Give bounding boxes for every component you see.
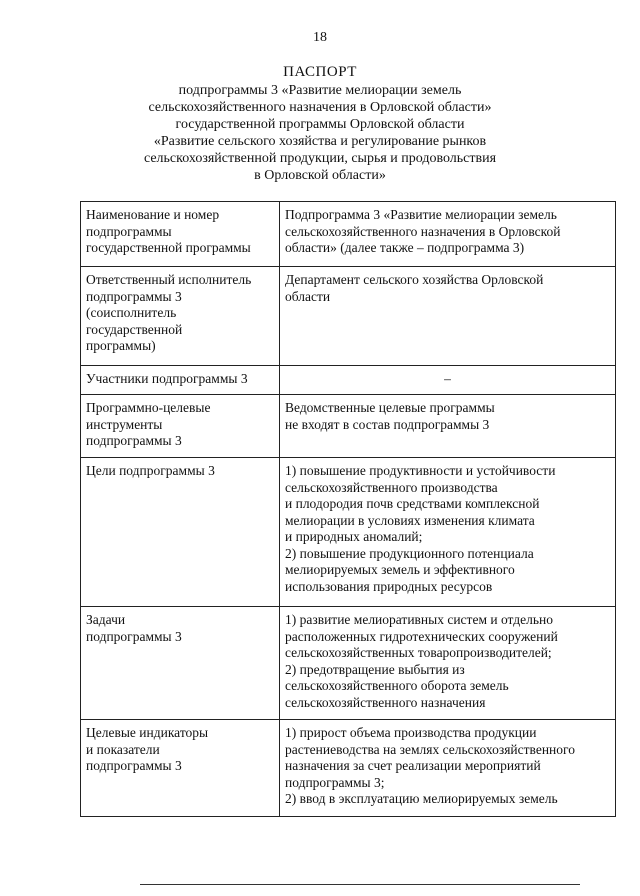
row-value-line: назначения за счет реализации мероприятий xyxy=(285,758,541,773)
page-number: 18 xyxy=(313,30,327,45)
row-value-line: использования природных ресурсов xyxy=(285,578,493,594)
subtitle-line: сельскохозяйственной продукции, сырья и продовольствия xyxy=(143,151,497,166)
row-label-line: подпрограммы 3 xyxy=(86,758,182,773)
row-value-line: 2) предотвращение выбытия из xyxy=(285,661,465,677)
table-row xyxy=(81,366,616,395)
row-value-cell xyxy=(280,607,616,720)
subtitle-line: «Развитие сельского хозяйства и регулирование рынков xyxy=(153,134,487,149)
row-value-line: Департамент сельского хозяйства Орловской xyxy=(285,272,544,287)
row-label-line: подпрограммы 3 xyxy=(86,288,182,304)
row-value-line: сельскохозяйственного производства xyxy=(285,479,498,495)
row-value-cell xyxy=(280,720,616,817)
row-label-line: Программно-целевые xyxy=(86,400,211,415)
row-value-line: области xyxy=(285,288,331,304)
row-label-line: подпрограммы 3 xyxy=(86,628,182,644)
row-value-line: 2) ввод в эксплуатацию мелиорируемых земель xyxy=(285,791,558,806)
row-value-line: сельскохозяйственного назначения xyxy=(285,694,486,710)
footer-rule xyxy=(140,884,580,885)
row-label-cell xyxy=(81,202,280,267)
row-value-line: Ведомственные целевые программы xyxy=(285,400,495,415)
row-label-line: программы) xyxy=(86,338,156,353)
row-label-line: (соисполнитель xyxy=(86,305,177,320)
row-value-line: и плодородия почв средствами комплексной xyxy=(285,496,540,511)
row-label-line: Задачи xyxy=(86,612,126,627)
subtitle-line: государственной программы Орловской области xyxy=(175,117,465,132)
row-value-line: 1) развитие мелиоративных систем и отдельно xyxy=(285,612,553,627)
row-label-line: Наименование и номер xyxy=(86,207,220,222)
subtitle-line: в Орловской области» xyxy=(254,168,386,183)
row-label-line: государственной программы xyxy=(86,240,251,255)
table-row xyxy=(81,720,616,817)
subtitle-line: подпрограммы 3 «Развитие мелиорации земель xyxy=(178,83,462,98)
row-label-line: инструменты xyxy=(86,416,163,432)
row-value-line: 2) повышение продукционного потенциала xyxy=(285,545,534,561)
row-label-cell xyxy=(81,607,280,720)
row-value-line: 1) повышение продуктивности и устойчивости xyxy=(285,463,556,478)
row-label-cell xyxy=(81,720,280,817)
table-row xyxy=(81,267,616,366)
row-label-cell xyxy=(81,267,280,366)
empty-value-dash: – xyxy=(444,371,451,386)
row-label-line: подпрограммы xyxy=(86,223,172,239)
row-value-line: области» (далее также – подпрограмма 3) xyxy=(285,240,525,255)
row-value-cell xyxy=(280,366,616,395)
row-value-cell xyxy=(280,267,616,366)
table-row xyxy=(81,458,616,607)
table-row xyxy=(81,202,616,267)
row-value-line: Подпрограмма 3 «Развитие мелиорации земель xyxy=(285,207,557,222)
row-value-line: растениеводства на землях сельскохозяйственного xyxy=(285,741,575,757)
row-label-line: Цели подпрограммы 3 xyxy=(86,463,215,478)
row-value-line: подпрограммы 3; xyxy=(285,774,385,790)
row-value-line: и природных аномалий; xyxy=(285,529,423,544)
document-title: ПАСПОРТ xyxy=(283,64,357,80)
table-row xyxy=(81,395,616,458)
row-label-cell xyxy=(81,458,280,607)
passport-table xyxy=(80,201,616,817)
row-value-line: сельскохозяйственного назначения в Орловской xyxy=(285,223,561,239)
table-row xyxy=(81,607,616,720)
row-label-cell xyxy=(81,395,280,458)
row-label-line: Участники подпрограммы 3 xyxy=(86,371,248,386)
row-value-cell xyxy=(280,458,616,607)
row-label-line: и показатели xyxy=(86,741,160,757)
document-header xyxy=(60,64,580,184)
row-value-line: сельскохозяйственных товаропроизводителей; xyxy=(285,645,552,660)
row-value-line: не входят в состав подпрограммы 3 xyxy=(285,416,490,432)
row-value-line: 1) прирост объема производства продукции xyxy=(285,725,537,740)
row-value-line: мелиорации в условиях изменения климата xyxy=(285,512,535,528)
row-label-line: подпрограммы 3 xyxy=(86,433,182,448)
row-value-cell xyxy=(280,395,616,458)
row-value-cell xyxy=(280,202,616,267)
row-value-line: мелиорируемых земель и эффективного xyxy=(285,562,515,577)
row-value-line: расположенных гидротехнических сооружений xyxy=(285,628,558,644)
subtitle-line: сельскохозяйственного назначения в Орловской области» xyxy=(148,100,492,115)
row-label-line: государственной xyxy=(86,321,183,337)
row-value-line: сельскохозяйственного оборота земель xyxy=(285,678,509,693)
row-label-line: Целевые индикаторы xyxy=(86,725,209,740)
row-label-line: Ответственный исполнитель xyxy=(86,272,252,287)
row-label-cell xyxy=(81,366,280,395)
